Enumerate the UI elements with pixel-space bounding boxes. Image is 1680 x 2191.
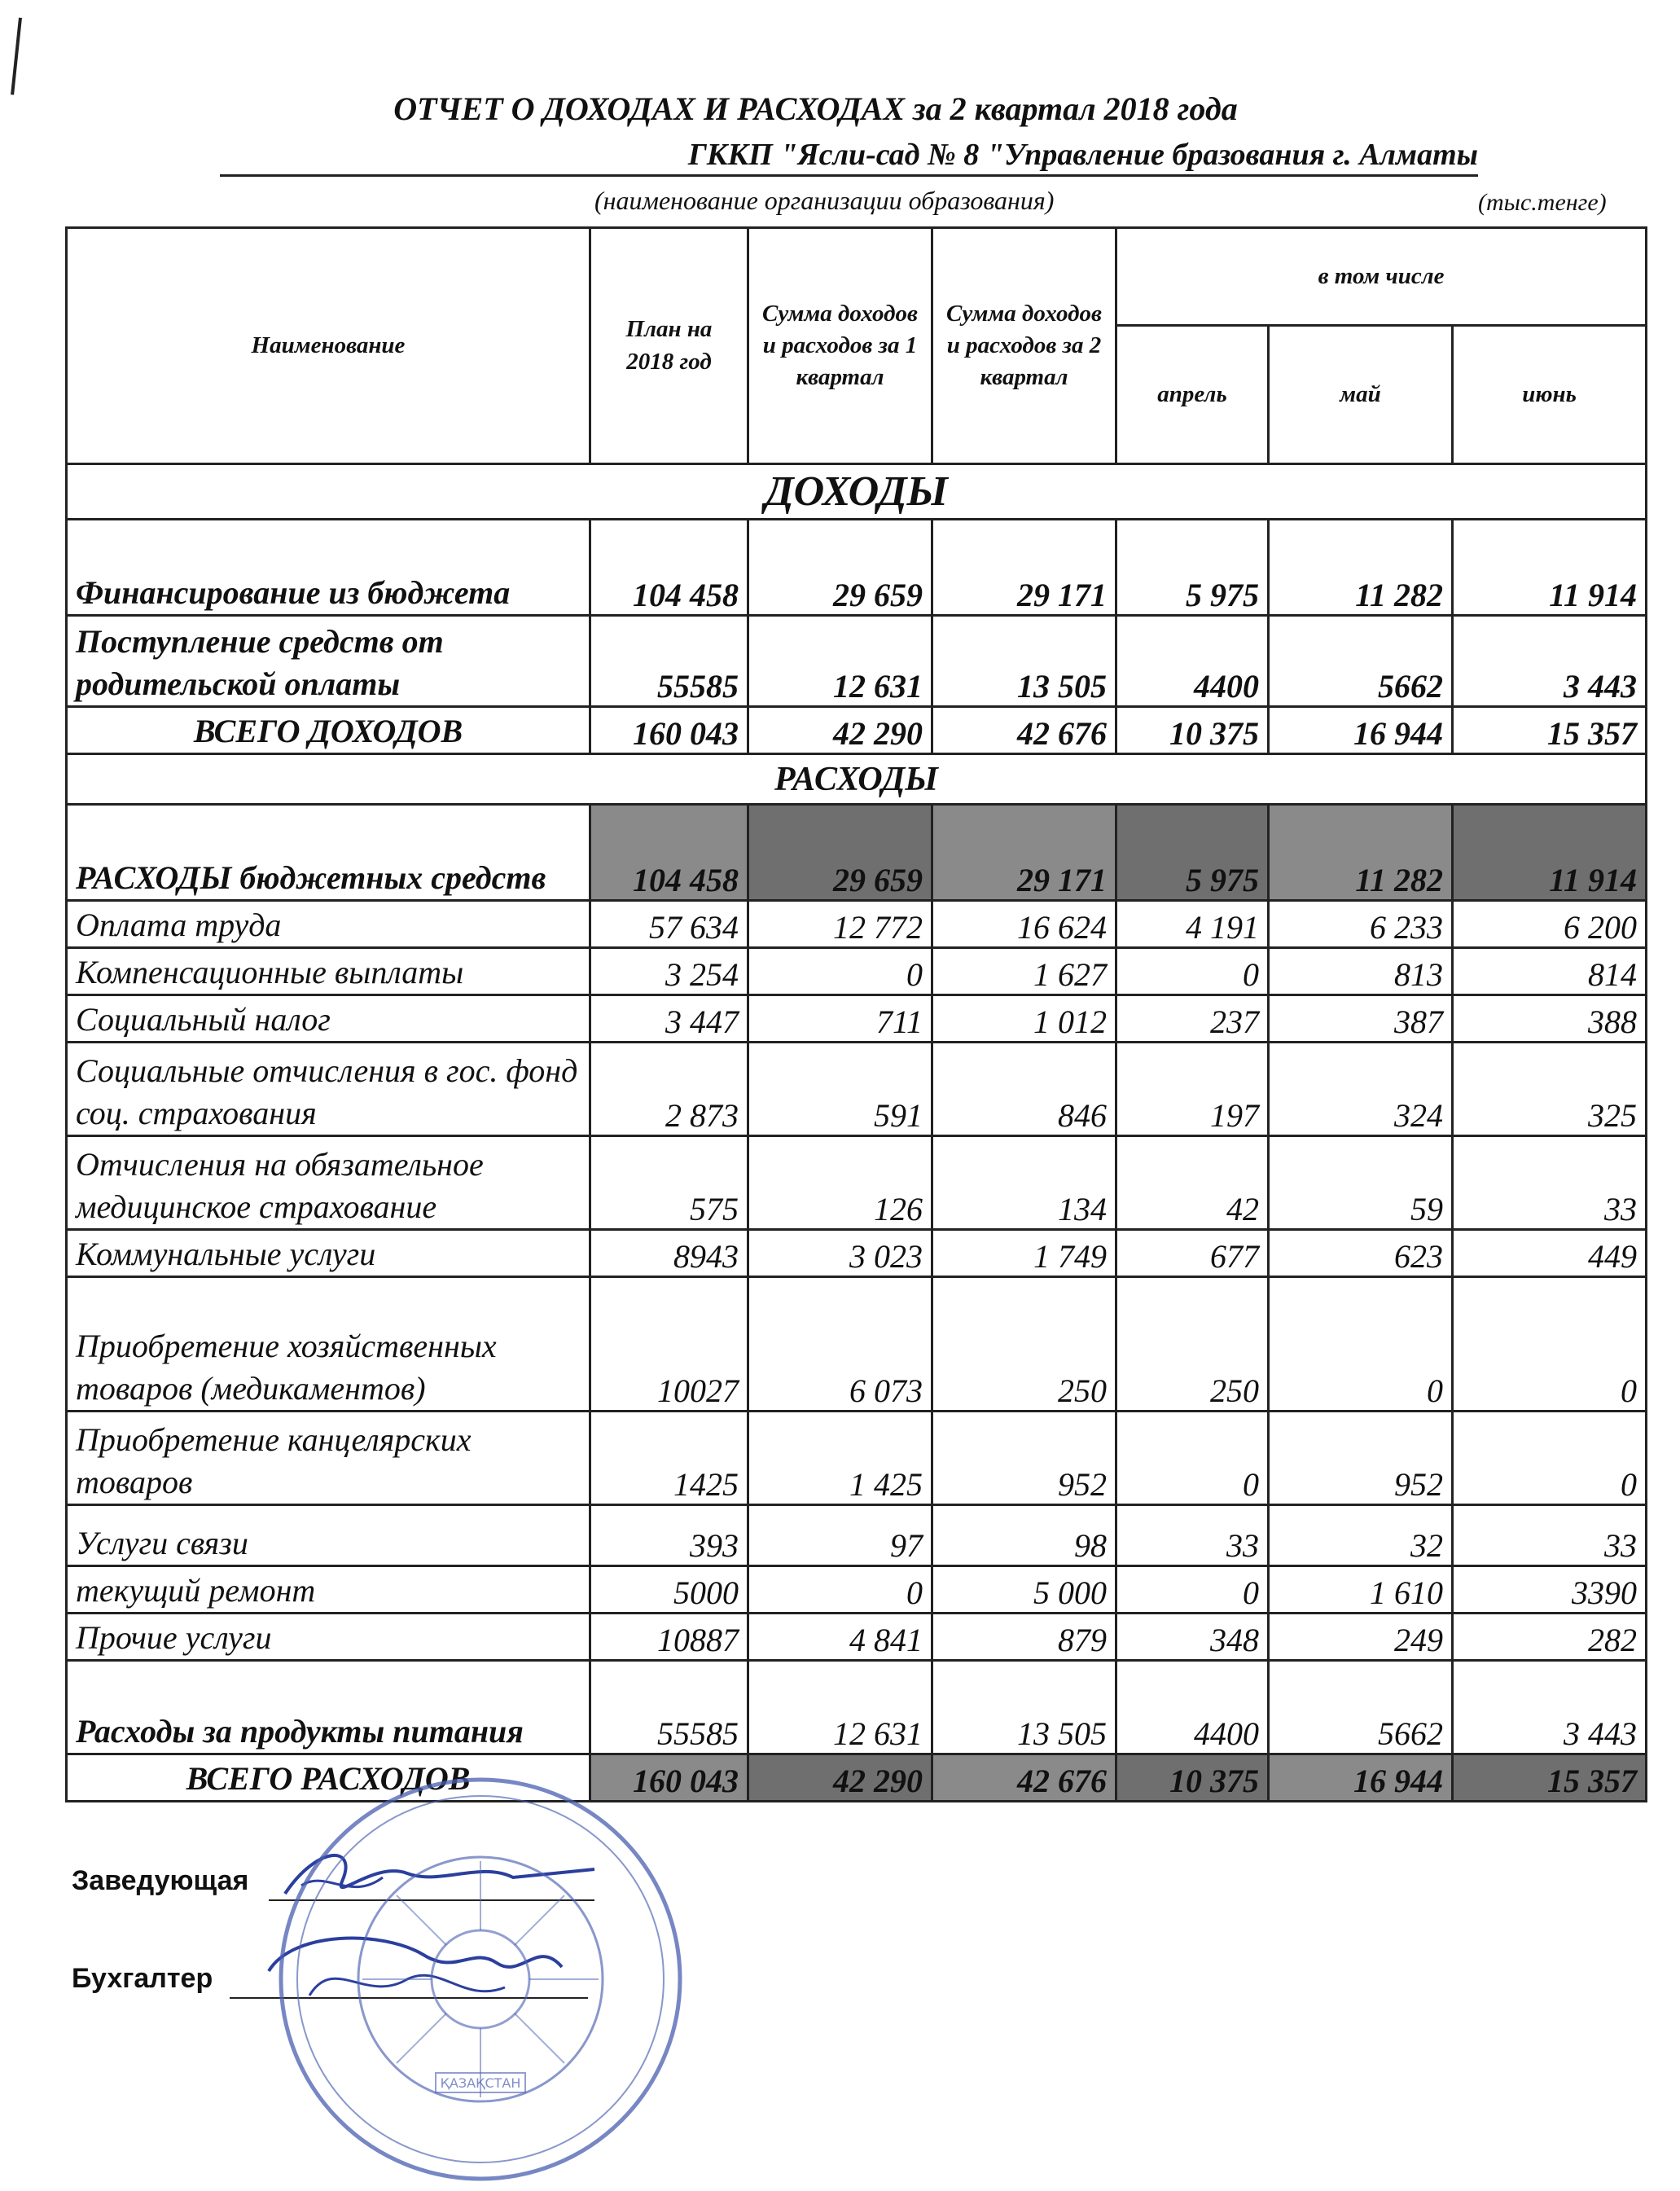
expense-row	[67, 1043, 1647, 1136]
cell-value: 2 873	[590, 1043, 748, 1136]
income-row	[67, 520, 1647, 616]
organization-caption: (наименование организации образования)	[594, 186, 1055, 215]
header-q2: Сумма доходов и расходов за 2 квартал	[932, 228, 1116, 464]
cell-value: 12 631	[748, 616, 932, 707]
cell-value: 59	[1269, 1136, 1453, 1230]
cell-value: 3 023	[748, 1230, 932, 1277]
row-label: Оплата труда	[67, 901, 590, 948]
official-stamp	[269, 1767, 692, 2191]
header-plan: План на 2018 год	[590, 228, 748, 464]
cell-value: 10 375	[1116, 1754, 1269, 1802]
cell-value: 197	[1116, 1043, 1269, 1136]
income-total	[67, 707, 1647, 754]
expense-row	[67, 1505, 1647, 1566]
cell-value: 29 171	[932, 805, 1116, 901]
cell-value: 623	[1269, 1230, 1453, 1277]
cell-value: 388	[1453, 995, 1647, 1043]
cell-value: 0	[748, 948, 932, 995]
cell-value: 16 944	[1269, 1754, 1453, 1802]
header-may: май	[1269, 326, 1453, 464]
cell-value: 591	[748, 1043, 932, 1136]
row-label: текущий ремонт	[67, 1566, 590, 1614]
expense-row	[67, 1566, 1647, 1614]
cell-value: 0	[1453, 1277, 1647, 1412]
row-label: Социальные отчисления в гос. фонд соц. страхования	[67, 1043, 590, 1136]
cell-value: 1425	[590, 1412, 748, 1505]
cell-value: 57 634	[590, 901, 748, 948]
cell-value: 6 073	[748, 1277, 932, 1412]
cell-value: 134	[932, 1136, 1116, 1230]
income-total-row	[67, 707, 1647, 754]
header-june: июнь	[1453, 326, 1647, 464]
cell-value: 5662	[1269, 1661, 1453, 1754]
stamp-word: ҚАЗАҚСТАН	[440, 2075, 521, 2091]
cell-value: 8943	[590, 1230, 748, 1277]
cell-value: 0	[1116, 1412, 1269, 1505]
head-signature-label: Заведующая	[72, 1865, 249, 1896]
cell-value: 29 171	[932, 520, 1116, 616]
expense-budget	[67, 805, 1647, 901]
cell-value: 575	[590, 1136, 748, 1230]
cell-value: 324	[1269, 1043, 1453, 1136]
cell-value: 13 505	[932, 616, 1116, 707]
row-label: Расходы за продукты питания	[67, 1661, 590, 1754]
cell-value: 126	[748, 1136, 932, 1230]
unit-label: (тыс.тенге)	[1478, 189, 1607, 216]
row-label: Услуги связи	[67, 1505, 590, 1566]
cell-value: 33	[1453, 1505, 1647, 1566]
cell-value: 1 012	[932, 995, 1116, 1043]
cell-value: 387	[1269, 995, 1453, 1043]
cell-value: 1 749	[932, 1230, 1116, 1277]
row-label: Поступление средств от родительской оплаты	[67, 616, 590, 707]
cell-value: 4 841	[748, 1614, 932, 1661]
cell-value: 813	[1269, 948, 1453, 995]
cell-value: 55585	[590, 616, 748, 707]
cell-value: 0	[1116, 948, 1269, 995]
cell-value: 98	[932, 1505, 1116, 1566]
cell-value: 42	[1116, 1136, 1269, 1230]
cell-value: 952	[1269, 1412, 1453, 1505]
cell-value: 3390	[1453, 1566, 1647, 1614]
row-label: РАСХОДЫ бюджетных средств	[67, 805, 590, 901]
cell-value: 42 676	[932, 707, 1116, 754]
cell-value: 12 631	[748, 1661, 932, 1754]
row-label: Прочие услуги	[67, 1614, 590, 1661]
cell-value: 4400	[1116, 616, 1269, 707]
cell-value: 42 290	[748, 1754, 932, 1802]
income-rows	[67, 520, 1647, 707]
expense-row	[67, 901, 1647, 948]
row-label: Приобретение хозяйственных товаров (медикаментов)	[67, 1277, 590, 1412]
cell-value: 13 505	[932, 1661, 1116, 1754]
cell-value: 5 000	[932, 1566, 1116, 1614]
cell-value: 846	[932, 1043, 1116, 1136]
row-label: Коммунальные услуги	[67, 1230, 590, 1277]
cell-value: 249	[1269, 1614, 1453, 1661]
organization-name: ГККП "Ясли-сад № 8 "Управление бразования г. Алматы	[220, 137, 1478, 177]
cell-value: 5000	[590, 1566, 748, 1614]
cell-value: 42 676	[932, 1754, 1116, 1802]
cell-value: 250	[932, 1277, 1116, 1412]
cell-value: 11 282	[1269, 805, 1453, 901]
cell-value: 1 425	[748, 1412, 932, 1505]
header-row-1	[67, 228, 1647, 326]
cell-value: 29 659	[748, 520, 932, 616]
cell-value: 104 458	[590, 805, 748, 901]
row-label: Приобретение канцелярских товаров	[67, 1412, 590, 1505]
header-q1: Сумма доходов и расходов за 1 квартал	[748, 228, 932, 464]
cell-value: 879	[932, 1614, 1116, 1661]
cell-value: 677	[1116, 1230, 1269, 1277]
row-label: ВСЕГО РАСХОДОВ	[67, 1754, 590, 1802]
cell-value: 10887	[590, 1614, 748, 1661]
accountant-signature-label: Бухгалтер	[72, 1963, 213, 1994]
cell-value: 160 043	[590, 707, 748, 754]
cell-value: 15 357	[1453, 1754, 1647, 1802]
cell-value: 393	[590, 1505, 748, 1566]
expense-row	[67, 1277, 1647, 1412]
cell-value: 5 975	[1116, 520, 1269, 616]
header-april: апрель	[1116, 326, 1269, 464]
cell-value: 5 975	[1116, 805, 1269, 901]
cell-value: 104 458	[590, 520, 748, 616]
cell-value: 10 375	[1116, 707, 1269, 754]
cell-value: 6 200	[1453, 901, 1647, 948]
cell-value: 15 357	[1453, 707, 1647, 754]
cell-value: 97	[748, 1505, 932, 1566]
cell-value: 6 233	[1269, 901, 1453, 948]
cell-value: 3 254	[590, 948, 748, 995]
cell-value: 4400	[1116, 1661, 1269, 1754]
row-label: Отчисления на обязательное медицинское страхование	[67, 1136, 590, 1230]
cell-value: 449	[1453, 1230, 1647, 1277]
cell-value: 3 443	[1453, 1661, 1647, 1754]
cell-value: 12 772	[748, 901, 932, 948]
cell-value: 42 290	[748, 707, 932, 754]
cell-value: 33	[1116, 1505, 1269, 1566]
cell-value: 3 443	[1453, 616, 1647, 707]
row-label: Социальный налог	[67, 995, 590, 1043]
cell-value: 250	[1116, 1277, 1269, 1412]
pen-mark	[11, 18, 29, 96]
row-label: ВСЕГО ДОХОДОВ	[67, 707, 590, 754]
cell-value: 11 914	[1453, 520, 1647, 616]
header-name: Наименование	[67, 228, 590, 464]
cell-value: 0	[1116, 1566, 1269, 1614]
cell-value: 55585	[590, 1661, 748, 1754]
cell-value: 237	[1116, 995, 1269, 1043]
cell-value: 282	[1453, 1614, 1647, 1661]
cell-value: 3 447	[590, 995, 748, 1043]
cell-value: 1 610	[1269, 1566, 1453, 1614]
cell-value: 1 627	[932, 948, 1116, 995]
expense-row	[67, 1661, 1647, 1754]
header-including: в том числе	[1116, 228, 1647, 326]
cell-value: 160 043	[590, 1754, 748, 1802]
cell-value: 0	[748, 1566, 932, 1614]
cell-value: 0	[1269, 1277, 1453, 1412]
expense-row	[67, 1136, 1647, 1230]
expense-row	[67, 1230, 1647, 1277]
cell-value: 814	[1453, 948, 1647, 995]
document-title: ОТЧЕТ О ДОХОДАХ И РАСХОДАХ за 2 квартал 2018 года	[393, 90, 1238, 127]
cell-value: 10027	[590, 1277, 748, 1412]
cell-value: 16 624	[932, 901, 1116, 948]
expense-section-row	[67, 754, 1647, 805]
cell-value: 11 914	[1453, 805, 1647, 901]
expense-rows	[67, 901, 1647, 1754]
cell-value: 33	[1453, 1136, 1647, 1230]
cell-value: 29 659	[748, 805, 932, 901]
cell-value: 11 282	[1269, 520, 1453, 616]
expense-row	[67, 1614, 1647, 1661]
income-section-row	[67, 464, 1647, 520]
cell-value: 711	[748, 995, 932, 1043]
income-section-title: ДОХОДЫ	[67, 464, 1647, 520]
expense-section-title: РАСХОДЫ	[67, 754, 1647, 805]
cell-value: 0	[1453, 1412, 1647, 1505]
cell-value: 348	[1116, 1614, 1269, 1661]
cell-value: 16 944	[1269, 707, 1453, 754]
cell-value: 5662	[1269, 616, 1453, 707]
cell-value: 4 191	[1116, 901, 1269, 948]
row-label: Финансирование из бюджета	[67, 520, 590, 616]
cell-value: 952	[932, 1412, 1116, 1505]
expense-row	[67, 995, 1647, 1043]
income-row	[67, 616, 1647, 707]
row-label: Компенсационные выплаты	[67, 948, 590, 995]
expense-row	[67, 948, 1647, 995]
expense-budget-row	[67, 805, 1647, 901]
report-table	[65, 226, 1647, 1802]
cell-value: 325	[1453, 1043, 1647, 1136]
expense-row	[67, 1412, 1647, 1505]
cell-value: 32	[1269, 1505, 1453, 1566]
